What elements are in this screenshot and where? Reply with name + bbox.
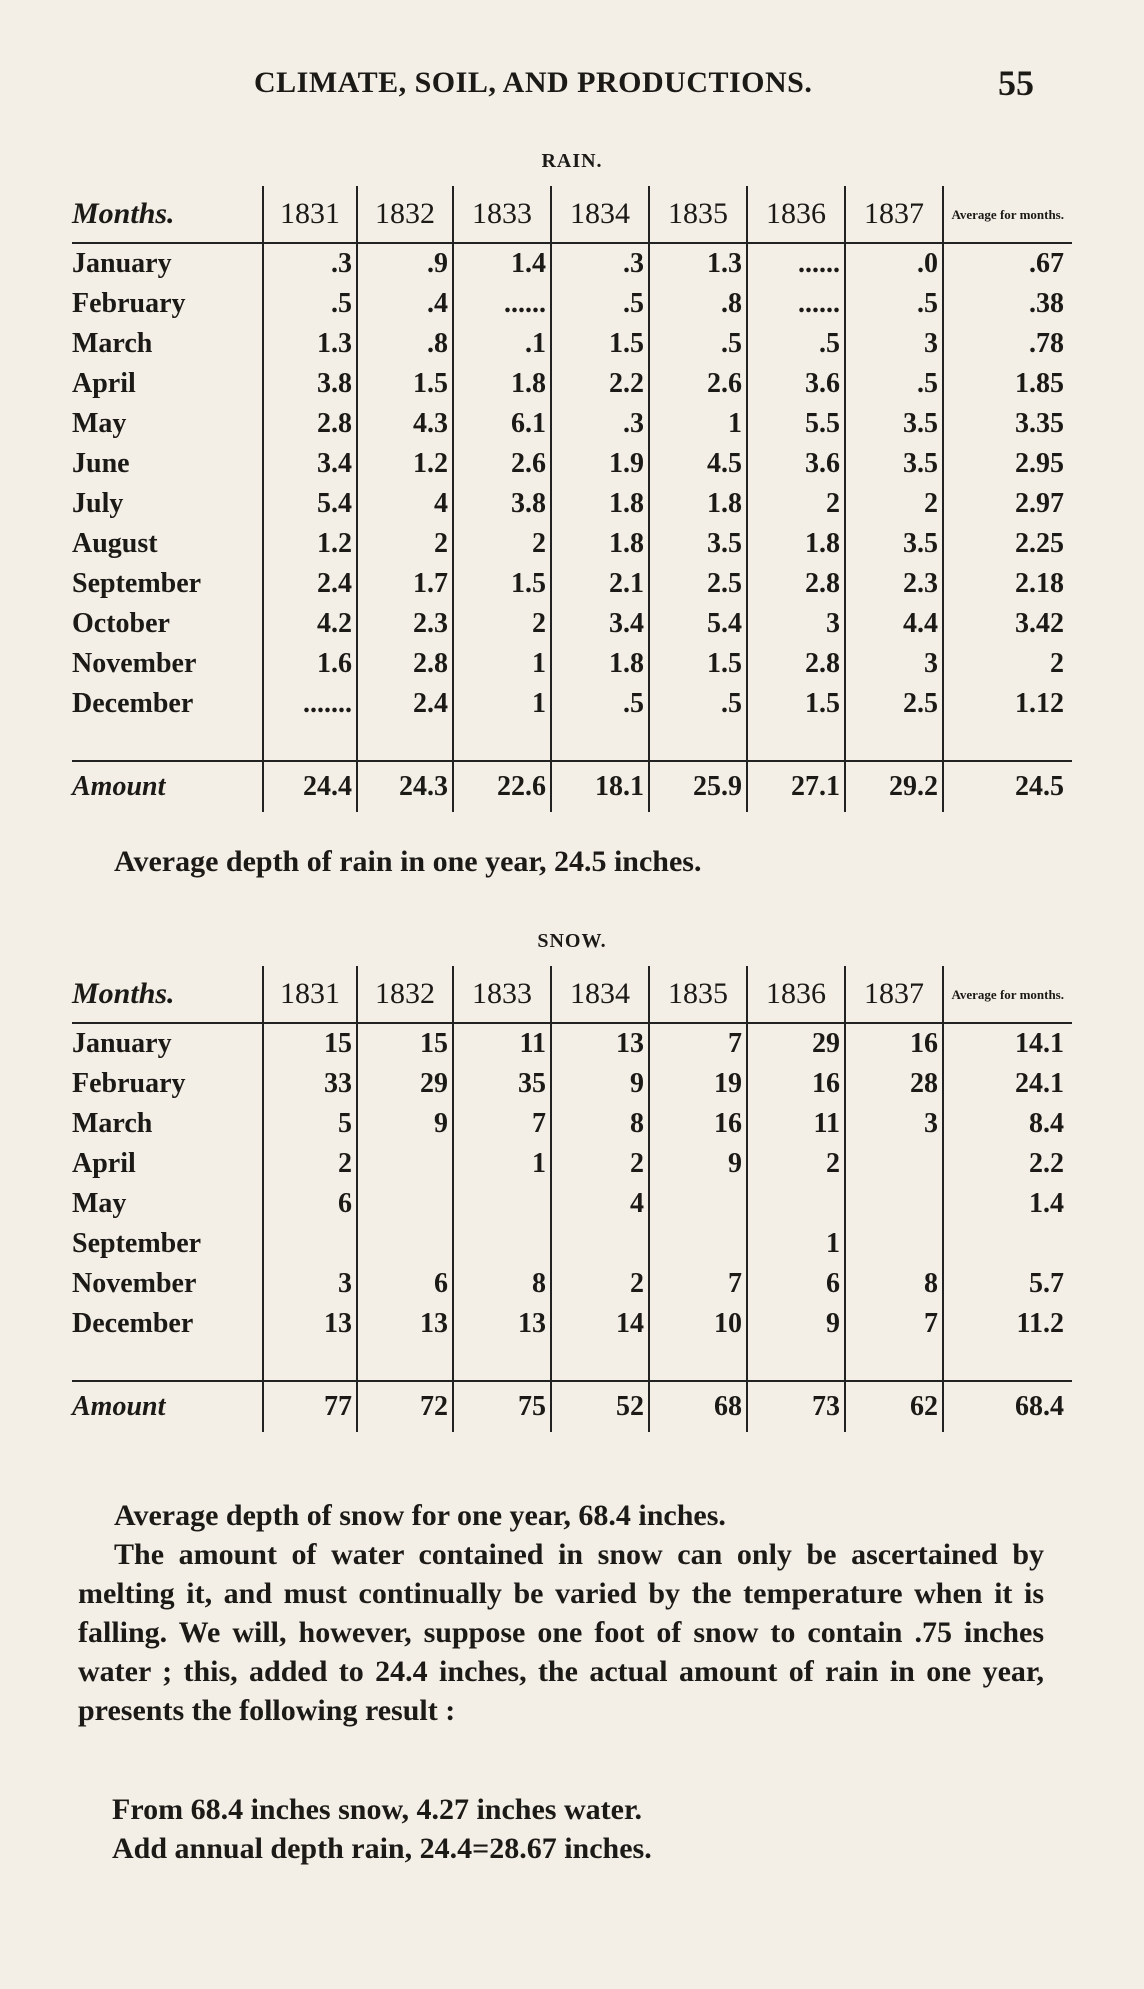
rain-value-cell: 1.3 bbox=[649, 243, 747, 284]
rain-value-cell: 1.5 bbox=[453, 564, 551, 604]
rain-value-cell: 2 bbox=[845, 484, 943, 524]
snow-value-cell: 1 bbox=[747, 1224, 845, 1264]
rain-value-cell: 2 bbox=[747, 484, 845, 524]
rain-value-cell: 1.5 bbox=[551, 324, 649, 364]
snow-amount-cell: 72 bbox=[357, 1381, 453, 1432]
rain-amount-cell: 24.3 bbox=[357, 761, 453, 812]
snow-amount-row bbox=[72, 1381, 1072, 1432]
rain-rule-cell bbox=[943, 724, 1072, 761]
rain-value-cell: 3 bbox=[747, 604, 845, 644]
rain-amount-average: 24.5 bbox=[943, 761, 1072, 812]
rain-amount-row bbox=[72, 761, 1072, 812]
rain-rule-cell bbox=[649, 724, 747, 761]
snow-month-header: Months. bbox=[72, 966, 263, 1023]
rain-value-cell: 1.8 bbox=[551, 484, 649, 524]
snow-year-header: 1832 bbox=[357, 966, 453, 1023]
snow-month-cell: January bbox=[72, 1028, 172, 1059]
rain-value-cell: .3 bbox=[551, 243, 649, 284]
rain-value-cell: ...... bbox=[747, 284, 845, 324]
rain-value-cell: .3 bbox=[551, 404, 649, 444]
snow-value-cell: 8 bbox=[551, 1104, 649, 1144]
rain-year-header: 1835 bbox=[649, 186, 747, 243]
snow-table-row bbox=[72, 1104, 1072, 1144]
snow-value-cell: 9 bbox=[357, 1104, 453, 1144]
snow-year-header: 1837 bbox=[845, 966, 943, 1023]
rain-value-cell: .5 bbox=[551, 684, 649, 724]
rain-table-row bbox=[72, 604, 1072, 644]
rain-value-cell: 4.3 bbox=[357, 404, 453, 444]
snow-table-title: SNOW. bbox=[537, 930, 607, 952]
rain-value-cell: .5 bbox=[845, 364, 943, 404]
snow-month-cell: April bbox=[72, 1148, 136, 1179]
snow-average-cell bbox=[943, 1224, 1072, 1264]
rain-month-cell: June bbox=[72, 448, 130, 479]
snow-value-cell: 4 bbox=[551, 1184, 649, 1224]
rain-amount-cell: 18.1 bbox=[551, 761, 649, 812]
snow-average-cell: 11.2 bbox=[943, 1304, 1072, 1344]
rain-average-cell: .78 bbox=[943, 324, 1072, 364]
snow-month-cell: May bbox=[72, 1188, 127, 1219]
snow-value-cell: 6 bbox=[357, 1264, 453, 1304]
snow-average-cell: 8.4 bbox=[943, 1104, 1072, 1144]
snow-value-cell: 5 bbox=[263, 1104, 357, 1144]
rain-value-cell: 3.5 bbox=[649, 524, 747, 564]
snow-value-cell: 2 bbox=[551, 1264, 649, 1304]
snow-value-cell: 9 bbox=[551, 1064, 649, 1104]
snow-value-cell: 8 bbox=[453, 1264, 551, 1304]
result-line-2: Add annual depth rain, 24.4=28.67 inches. bbox=[112, 1832, 652, 1865]
rain-value-cell: 1 bbox=[453, 644, 551, 684]
rain-value-cell: .5 bbox=[263, 284, 357, 324]
snow-value-cell: 2 bbox=[263, 1144, 357, 1184]
snow-rule-cell bbox=[453, 1344, 551, 1381]
rain-value-cell: 2.2 bbox=[551, 364, 649, 404]
snow-rule-cell bbox=[72, 1344, 263, 1381]
rain-month-cell: December bbox=[72, 688, 194, 719]
rain-table-row bbox=[72, 364, 1072, 404]
rain-average-header: Average for months. bbox=[943, 186, 1072, 243]
rain-rule-cell bbox=[747, 724, 845, 761]
snow-value-cell bbox=[747, 1184, 845, 1224]
rain-value-cell: 2.5 bbox=[845, 684, 943, 724]
snow-value-cell: 13 bbox=[551, 1023, 649, 1064]
rain-amount-cell: 29.2 bbox=[845, 761, 943, 812]
rain-average-cell: 2.25 bbox=[943, 524, 1072, 564]
rain-rule-cell bbox=[551, 724, 649, 761]
snow-rule-cell bbox=[263, 1344, 357, 1381]
rain-value-cell: 1.5 bbox=[357, 364, 453, 404]
rain-value-cell: ...... bbox=[453, 284, 551, 324]
rain-average-cell: .38 bbox=[943, 284, 1072, 324]
rain-month-cell: March bbox=[72, 328, 153, 359]
rain-value-cell: 1.3 bbox=[263, 324, 357, 364]
snow-average-header: Average for months. bbox=[943, 966, 1072, 1023]
rain-month-cell: February bbox=[72, 288, 186, 319]
rain-year-header: 1837 bbox=[845, 186, 943, 243]
rain-value-cell: 2.8 bbox=[747, 564, 845, 604]
rain-value-cell: 2.4 bbox=[263, 564, 357, 604]
rain-value-cell: 3.6 bbox=[747, 364, 845, 404]
snow-table-row bbox=[72, 1144, 1072, 1184]
rain-rule-cell bbox=[357, 724, 453, 761]
page-number: 55 bbox=[998, 63, 1034, 103]
rain-value-cell: 2.6 bbox=[453, 444, 551, 484]
rain-month-cell: July bbox=[72, 488, 124, 519]
rain-year-header: 1834 bbox=[551, 186, 649, 243]
snow-value-cell: 28 bbox=[845, 1064, 943, 1104]
rain-value-cell: 3.4 bbox=[551, 604, 649, 644]
rain-rule-cell bbox=[263, 724, 357, 761]
rain-value-cell: 2.6 bbox=[649, 364, 747, 404]
snow-value-cell: 1 bbox=[453, 1144, 551, 1184]
rain-value-cell: 3.4 bbox=[263, 444, 357, 484]
snow-value-cell: 9 bbox=[747, 1304, 845, 1344]
rain-value-cell: .5 bbox=[551, 284, 649, 324]
rain-year-header: 1836 bbox=[747, 186, 845, 243]
snow-value-cell: 7 bbox=[649, 1264, 747, 1304]
rain-total-rule bbox=[72, 724, 1072, 761]
rain-value-cell: 3.8 bbox=[453, 484, 551, 524]
rain-value-cell: 1.4 bbox=[453, 243, 551, 284]
rain-average-cell: 2.95 bbox=[943, 444, 1072, 484]
rain-value-cell: 1 bbox=[649, 404, 747, 444]
rain-value-cell: 2.4 bbox=[357, 684, 453, 724]
snow-year-header: 1835 bbox=[649, 966, 747, 1023]
rain-value-cell: .8 bbox=[357, 324, 453, 364]
rain-value-cell: 1.7 bbox=[357, 564, 453, 604]
rain-average-cell: 1.12 bbox=[943, 684, 1072, 724]
rain-value-cell: 1.8 bbox=[747, 524, 845, 564]
rain-table-row bbox=[72, 564, 1072, 604]
rain-value-cell: 1.6 bbox=[263, 644, 357, 684]
rain-value-cell: 1.2 bbox=[357, 444, 453, 484]
snow-value-cell: 6 bbox=[263, 1184, 357, 1224]
snow-value-cell: 35 bbox=[453, 1064, 551, 1104]
snow-year-header: 1831 bbox=[263, 966, 357, 1023]
rain-value-cell: .1 bbox=[453, 324, 551, 364]
snow-value-cell bbox=[263, 1224, 357, 1264]
snow-value-cell: 16 bbox=[845, 1023, 943, 1064]
snow-value-cell: 3 bbox=[845, 1104, 943, 1144]
rain-amount-cell: 22.6 bbox=[453, 761, 551, 812]
rain-amount-label: Amount bbox=[72, 771, 166, 802]
snow-month-cell: November bbox=[72, 1268, 197, 1299]
rain-table-row bbox=[72, 684, 1072, 724]
rain-value-cell: .0 bbox=[845, 243, 943, 284]
snow-value-cell: 6 bbox=[747, 1264, 845, 1304]
rain-month-header: Months. bbox=[72, 186, 263, 243]
snow-value-cell: 7 bbox=[649, 1023, 747, 1064]
rain-value-cell: 4 bbox=[357, 484, 453, 524]
snow-average-cell: 2.2 bbox=[943, 1144, 1072, 1184]
snow-amount-cell: 68 bbox=[649, 1381, 747, 1432]
snow-value-cell: 14 bbox=[551, 1304, 649, 1344]
rain-month-cell: September bbox=[72, 568, 202, 599]
snow-value-cell: 11 bbox=[747, 1104, 845, 1144]
snow-value-cell: 2 bbox=[551, 1144, 649, 1184]
snow-value-cell: 29 bbox=[357, 1064, 453, 1104]
rain-value-cell: 2.3 bbox=[845, 564, 943, 604]
snow-amount-cell: 77 bbox=[263, 1381, 357, 1432]
rain-value-cell: 3 bbox=[845, 644, 943, 684]
snow-value-cell: 16 bbox=[747, 1064, 845, 1104]
snow-rule-cell bbox=[747, 1344, 845, 1381]
running-head bbox=[74, 62, 1034, 102]
snow-year-header: 1836 bbox=[747, 966, 845, 1023]
snow-average-cell: 1.4 bbox=[943, 1184, 1072, 1224]
rain-table-row bbox=[72, 404, 1072, 444]
rain-value-cell: 3.5 bbox=[845, 404, 943, 444]
snow-table-row bbox=[72, 1023, 1072, 1064]
rain-month-cell: April bbox=[72, 368, 136, 399]
snow-header-row bbox=[72, 966, 1072, 1023]
snow-value-cell: 13 bbox=[357, 1304, 453, 1344]
rain-value-cell: 3.8 bbox=[263, 364, 357, 404]
snow-value-cell: 7 bbox=[845, 1304, 943, 1344]
rain-value-cell: 2.8 bbox=[263, 404, 357, 444]
snow-value-cell bbox=[845, 1224, 943, 1264]
rain-rule-cell bbox=[453, 724, 551, 761]
rain-average-cell: 1.85 bbox=[943, 364, 1072, 404]
rain-value-cell: .9 bbox=[357, 243, 453, 284]
rain-year-header: 1833 bbox=[453, 186, 551, 243]
snow-amount-cell: 75 bbox=[453, 1381, 551, 1432]
rain-average-cell: 2.97 bbox=[943, 484, 1072, 524]
snow-total-rule bbox=[72, 1344, 1072, 1381]
rain-value-cell: .5 bbox=[649, 684, 747, 724]
rain-value-cell: 1.2 bbox=[263, 524, 357, 564]
snow-year-header: 1834 bbox=[551, 966, 649, 1023]
rain-value-cell: .5 bbox=[845, 284, 943, 324]
rain-table-title: RAIN. bbox=[541, 150, 603, 172]
snow-value-cell: 13 bbox=[453, 1304, 551, 1344]
rain-year-header: 1832 bbox=[357, 186, 453, 243]
rain-table-row bbox=[72, 484, 1072, 524]
rain-average-cell: 3.42 bbox=[943, 604, 1072, 644]
rain-value-cell: 1.8 bbox=[551, 644, 649, 684]
rain-value-cell: .4 bbox=[357, 284, 453, 324]
rain-value-cell: ....... bbox=[263, 684, 357, 724]
rain-average-cell: 3.35 bbox=[943, 404, 1072, 444]
snow-value-cell bbox=[845, 1184, 943, 1224]
snow-summary: Average depth of snow for one year, 68.4 inches. bbox=[114, 1499, 726, 1532]
rain-year-header: 1831 bbox=[263, 186, 357, 243]
snow-month-cell: December bbox=[72, 1308, 194, 1339]
snow-table-row bbox=[72, 1264, 1072, 1304]
snow-average-cell: 14.1 bbox=[943, 1023, 1072, 1064]
rain-value-cell: 2.8 bbox=[357, 644, 453, 684]
rain-value-cell: 6.1 bbox=[453, 404, 551, 444]
snow-table-row bbox=[72, 1304, 1072, 1344]
rain-rule-cell bbox=[845, 724, 943, 761]
snow-value-cell: 19 bbox=[649, 1064, 747, 1104]
snow-value-cell bbox=[357, 1144, 453, 1184]
result-line-1: From 68.4 inches snow, 4.27 inches water. bbox=[112, 1793, 643, 1826]
rain-value-cell: 5.5 bbox=[747, 404, 845, 444]
rain-value-cell: 1.8 bbox=[453, 364, 551, 404]
snow-value-cell: 15 bbox=[263, 1023, 357, 1064]
snow-value-cell: 15 bbox=[357, 1023, 453, 1064]
snow-value-cell: 29 bbox=[747, 1023, 845, 1064]
snow-value-cell: 10 bbox=[649, 1304, 747, 1344]
rain-table-row bbox=[72, 243, 1072, 284]
rain-value-cell: 3 bbox=[845, 324, 943, 364]
snow-average-cell: 24.1 bbox=[943, 1064, 1072, 1104]
rain-table-row bbox=[72, 644, 1072, 684]
rain-value-cell: 4.5 bbox=[649, 444, 747, 484]
rain-table bbox=[72, 186, 1072, 812]
snow-value-cell: 3 bbox=[263, 1264, 357, 1304]
snow-rule-cell bbox=[551, 1344, 649, 1381]
snow-month-cell: March bbox=[72, 1108, 153, 1139]
snow-value-cell bbox=[453, 1224, 551, 1264]
rain-month-cell: October bbox=[72, 608, 170, 639]
snow-table bbox=[72, 966, 1072, 1432]
rain-value-cell: 2.3 bbox=[357, 604, 453, 644]
snow-value-cell bbox=[357, 1224, 453, 1264]
rain-summary: Average depth of rain in one year, 24.5 inches. bbox=[114, 845, 702, 878]
rain-table-row bbox=[72, 444, 1072, 484]
snow-amount-cell: 62 bbox=[845, 1381, 943, 1432]
running-title: CLIMATE, SOIL, AND PRODUCTIONS. bbox=[254, 66, 813, 99]
rain-month-cell: August bbox=[72, 528, 158, 559]
snow-value-cell bbox=[649, 1224, 747, 1264]
snow-month-cell: September bbox=[72, 1228, 202, 1259]
snow-amount-cell: 52 bbox=[551, 1381, 649, 1432]
rain-value-cell: 2.8 bbox=[747, 644, 845, 684]
rain-value-cell: ...... bbox=[747, 243, 845, 284]
rain-value-cell: 2 bbox=[453, 524, 551, 564]
snow-value-cell bbox=[845, 1144, 943, 1184]
rain-value-cell: .5 bbox=[747, 324, 845, 364]
rain-average-cell: .67 bbox=[943, 243, 1072, 284]
rain-value-cell: 4.2 bbox=[263, 604, 357, 644]
rain-value-cell: 3.5 bbox=[845, 444, 943, 484]
snow-table-row bbox=[72, 1224, 1072, 1264]
rain-month-cell: May bbox=[72, 408, 127, 439]
rain-header-row bbox=[72, 186, 1072, 243]
rain-value-cell: 1.9 bbox=[551, 444, 649, 484]
rain-value-cell: 5.4 bbox=[649, 604, 747, 644]
snow-average-cell: 5.7 bbox=[943, 1264, 1072, 1304]
snow-value-cell: 16 bbox=[649, 1104, 747, 1144]
rain-table-row bbox=[72, 284, 1072, 324]
snow-rule-cell bbox=[943, 1344, 1072, 1381]
snow-value-cell: 11 bbox=[453, 1023, 551, 1064]
rain-value-cell: 5.4 bbox=[263, 484, 357, 524]
rain-value-cell: 1.8 bbox=[551, 524, 649, 564]
rain-value-cell: 2.1 bbox=[551, 564, 649, 604]
snow-amount-label: Amount bbox=[72, 1391, 166, 1422]
rain-average-cell: 2 bbox=[943, 644, 1072, 684]
rain-value-cell: 1.5 bbox=[649, 644, 747, 684]
rain-month-cell: January bbox=[72, 248, 172, 279]
rain-value-cell: 4.4 bbox=[845, 604, 943, 644]
rain-value-cell: 1.5 bbox=[747, 684, 845, 724]
rain-amount-cell: 25.9 bbox=[649, 761, 747, 812]
snow-amount-average: 68.4 bbox=[943, 1381, 1072, 1432]
snow-table-row bbox=[72, 1064, 1072, 1104]
rain-table-row bbox=[72, 524, 1072, 564]
rain-amount-cell: 27.1 bbox=[747, 761, 845, 812]
rain-value-cell: 1 bbox=[453, 684, 551, 724]
rain-month-cell: November bbox=[72, 648, 197, 679]
snow-rule-cell bbox=[845, 1344, 943, 1381]
snow-value-cell bbox=[453, 1184, 551, 1224]
snow-value-cell: 2 bbox=[747, 1144, 845, 1184]
rain-value-cell: .3 bbox=[263, 243, 357, 284]
snow-value-cell: 7 bbox=[453, 1104, 551, 1144]
rain-value-cell: 3.5 bbox=[845, 524, 943, 564]
snow-month-cell: February bbox=[72, 1068, 186, 1099]
rain-amount-cell: 24.4 bbox=[263, 761, 357, 812]
rain-value-cell: 2 bbox=[453, 604, 551, 644]
water-paragraph: The amount of water contained in snow can only be ascertained by melting it, and must continually be varied by the temperature when it is falling. We will, however, suppose one foot of snow to contain .75 inches water ; this, added to 24.4 inches, the actual amount of rain in one year, presents the following result : bbox=[78, 1538, 1044, 1727]
rain-value-cell: .8 bbox=[649, 284, 747, 324]
snow-value-cell: 13 bbox=[263, 1304, 357, 1344]
snow-value-cell: 33 bbox=[263, 1064, 357, 1104]
snow-value-cell: 8 bbox=[845, 1264, 943, 1304]
snow-value-cell bbox=[551, 1224, 649, 1264]
snow-rule-cell bbox=[649, 1344, 747, 1381]
snow-value-cell: 9 bbox=[649, 1144, 747, 1184]
rain-value-cell: .5 bbox=[649, 324, 747, 364]
snow-value-cell bbox=[649, 1184, 747, 1224]
rain-value-cell: 3.6 bbox=[747, 444, 845, 484]
snow-value-cell bbox=[357, 1184, 453, 1224]
snow-year-header: 1833 bbox=[453, 966, 551, 1023]
snow-rule-cell bbox=[357, 1344, 453, 1381]
rain-value-cell: 2.5 bbox=[649, 564, 747, 604]
rain-rule-cell bbox=[72, 724, 263, 761]
snow-amount-cell: 73 bbox=[747, 1381, 845, 1432]
rain-table-row bbox=[72, 324, 1072, 364]
snow-table-row bbox=[72, 1184, 1072, 1224]
rain-value-cell: 2 bbox=[357, 524, 453, 564]
rain-value-cell: 1.8 bbox=[649, 484, 747, 524]
rain-average-cell: 2.18 bbox=[943, 564, 1072, 604]
